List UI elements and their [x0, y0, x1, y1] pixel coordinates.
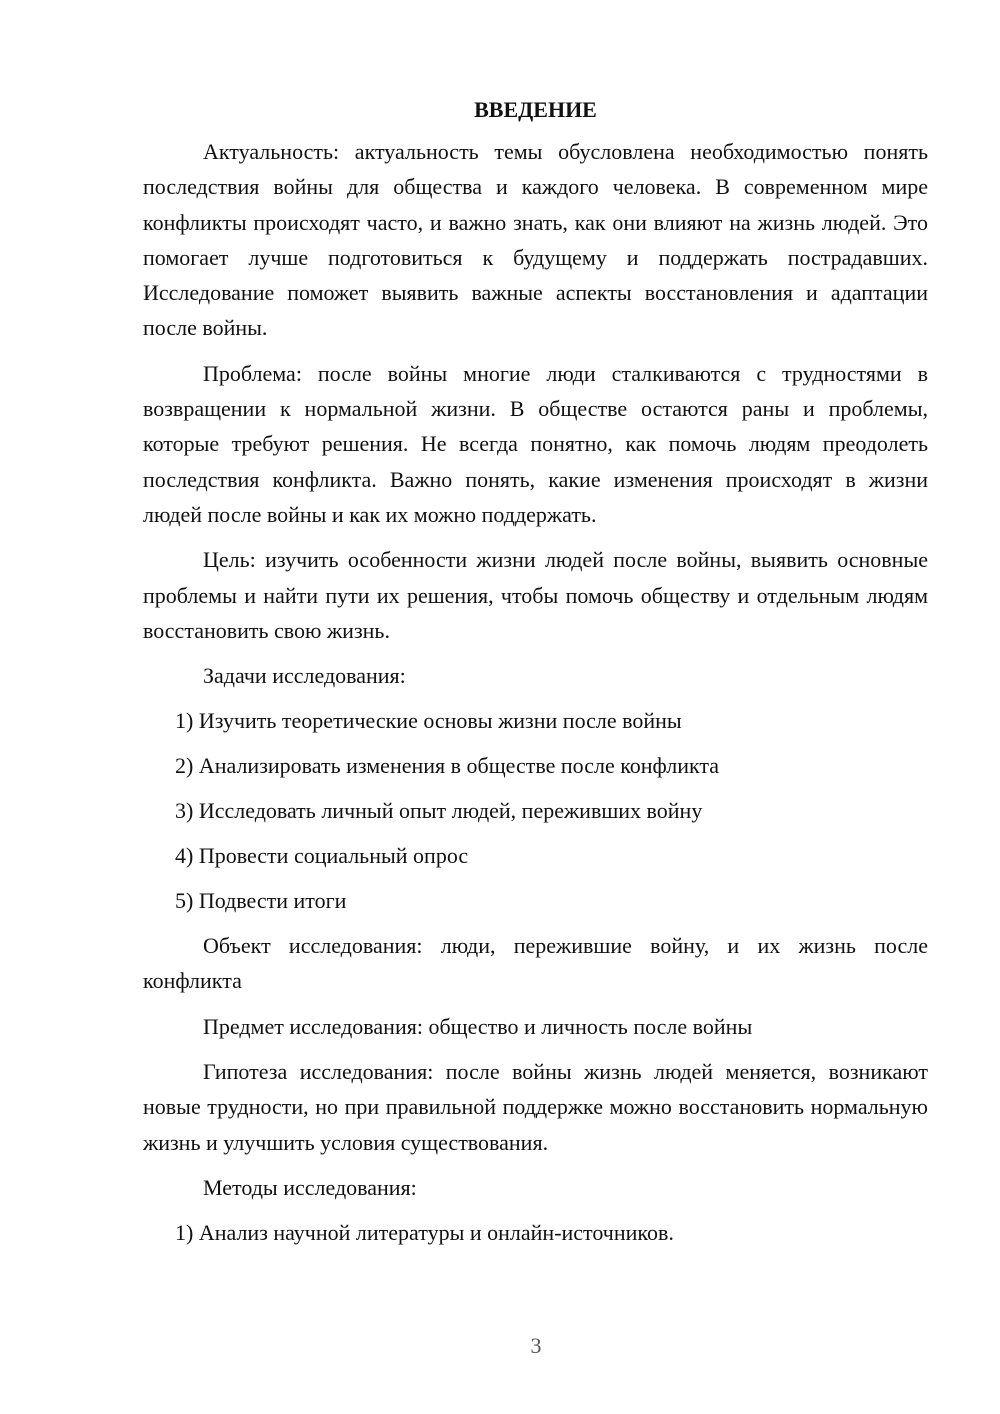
object-paragraph: Объект исследования: люди, пережившие войну, и их жизнь после конфликта — [143, 933, 928, 994]
task-item-3: 3) Исследовать личный опыт людей, переживших войну — [175, 798, 703, 824]
goal-paragraph: Цель: изучить особенности жизни людей после войны, выявить основные проблемы и найти пути их решения, чтобы помочь обществу и отдельным людям восстановить свою жизнь. — [143, 547, 928, 643]
task-item-2: 2) Анализировать изменения в обществе после конфликта — [175, 753, 720, 779]
tasks-title: Задачи исследования: — [203, 663, 406, 689]
section-heading: ВВЕДЕНИЕ — [474, 97, 597, 122]
subject-paragraph: Предмет исследования: общество и личность после войны — [203, 1013, 753, 1039]
tasks-list — [143, 703, 928, 918]
method-item-1: 1) Анализ научной литературы и онлайн-источников. — [175, 1219, 674, 1245]
methods-list — [143, 1215, 928, 1250]
page-number: 3 — [530, 1333, 542, 1358]
hypothesis-paragraph: Гипотеза исследования: после войны жизнь людей меняется, возникают новые трудности, но при правильной поддержке можно восстановить нормальную жизнь и улучшить условия существования. — [143, 1059, 928, 1155]
task-item-4: 4) Провести социальный опрос — [175, 843, 469, 869]
methods-title: Методы исследования: — [203, 1174, 417, 1200]
task-item-5: 5) Подвести итоги — [175, 888, 347, 914]
relevance-paragraph: Актуальность: актуальность темы обусловлена необходимостью понять последствия войны для общества и каждого человека. В современном мире конфликты происходят часто, и важно знать, как они влияют на жизнь людей. Это помогает лучше подготовиться к будущему и поддержать пострадавших. Исследование поможет выявить важные аспекты восстановления и адаптации после войны. — [143, 139, 928, 341]
task-item-1: 1) Изучить теоретические основы жизни после войны — [175, 708, 682, 734]
problem-paragraph: Проблема: после войны многие люди сталкиваются с трудностями в возвращении к нормальной жизни. В обществе остаются раны и проблемы, которые требуют решения. Не всегда понятно, как помочь людям преодолеть последствия конфликта. Важно понять, какие изменения происходят в жизни людей после войны и как их можно поддержать. — [143, 360, 928, 527]
page-content — [143, 94, 928, 1260]
